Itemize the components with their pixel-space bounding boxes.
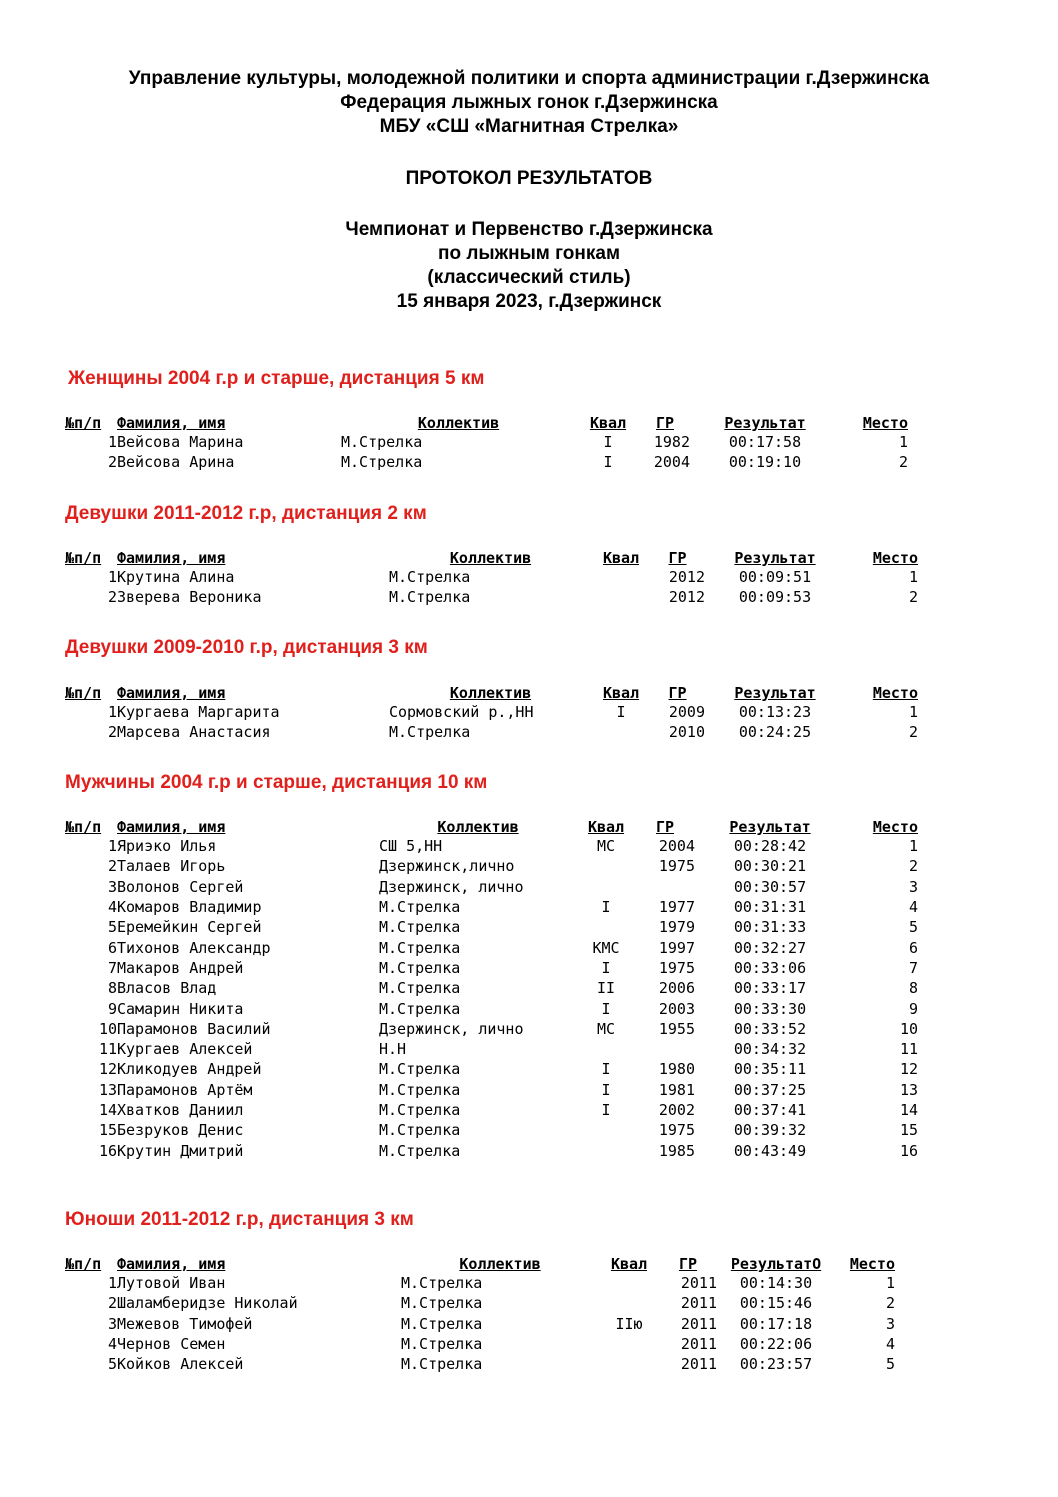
- col-year-header: ГР: [655, 414, 675, 432]
- col-team: М.Стрелка: [379, 1141, 461, 1160]
- col-qual: I: [601, 958, 611, 977]
- col-year: 2010: [668, 723, 705, 742]
- col-place-num-header: №п/п: [65, 414, 102, 432]
- col-place-num: 4: [107, 898, 117, 917]
- col-result: 00:13:23: [738, 703, 812, 722]
- col-qual: I: [601, 999, 611, 1018]
- col-result: 00:31:33: [733, 918, 807, 937]
- col-team: М.Стрелка: [401, 1274, 483, 1293]
- col-result: 00:37:41: [733, 1101, 807, 1119]
- col-year: 1985: [658, 1141, 695, 1160]
- col-qual: [577, 877, 635, 897]
- table-row: [65, 1080, 918, 1100]
- col-team: М.Стрелка: [379, 938, 461, 957]
- col-qual: КМС: [592, 938, 620, 957]
- col-result: 00:33:30: [733, 999, 807, 1018]
- col-name: Яриэко Илья: [117, 837, 217, 856]
- col-year: [635, 877, 695, 897]
- col-rank: 3: [908, 877, 918, 896]
- col-year: 2006: [658, 979, 695, 998]
- col-qual: I: [601, 898, 611, 917]
- col-result: 00:34:32: [733, 1040, 807, 1059]
- results-table: [65, 1255, 895, 1374]
- col-year-header: ГР: [668, 684, 687, 702]
- col-qual: [577, 1039, 635, 1059]
- col-year: 1975: [658, 958, 695, 977]
- header-row: [65, 818, 918, 836]
- protocol-title: ПРОТОКОЛ РЕЗУЛЬТАТОВ: [405, 168, 653, 189]
- col-name: Зверева Вероника: [117, 588, 262, 607]
- col-result: 00:33:17: [733, 979, 807, 998]
- table-row: [65, 432, 908, 452]
- results-table: [65, 549, 918, 608]
- col-place-num: 5: [107, 918, 117, 937]
- col-name: Хватков Даниил: [117, 1101, 244, 1119]
- table-row: [65, 1334, 895, 1354]
- col-qual: МС: [596, 1019, 616, 1038]
- col-rank: 2: [898, 453, 908, 472]
- col-qual: I: [601, 1060, 611, 1079]
- col-place-num-header: №п/п: [65, 818, 102, 836]
- col-place-num: 1: [107, 568, 117, 587]
- col-rank: 14: [899, 1101, 918, 1119]
- col-year: 2004: [658, 837, 695, 856]
- col-team-header: Коллектив: [459, 1255, 541, 1273]
- table-row: [65, 1019, 918, 1039]
- col-rank: 10: [899, 1019, 918, 1038]
- col-team: М.Стрелка: [379, 1060, 461, 1079]
- table-row: [65, 1354, 895, 1374]
- col-rank: 1: [885, 1274, 895, 1293]
- col-name: Кургаев Алексей: [117, 1040, 253, 1059]
- col-place-num: 10: [98, 1019, 117, 1038]
- col-name: Шаламберидзе Николай: [117, 1294, 298, 1313]
- col-name-header: Фамилия, имя: [117, 684, 226, 702]
- col-qual: [577, 917, 635, 937]
- col-name: Крутина Алина: [117, 568, 235, 587]
- table-row: [65, 1100, 918, 1120]
- col-team: Сормовский р.,НН: [389, 703, 534, 722]
- col-name: Парамонов Артём: [117, 1080, 253, 1099]
- col-result: 00:39:32: [733, 1121, 807, 1140]
- col-name: Лутовой Иван: [117, 1274, 226, 1293]
- col-year: 2004: [653, 453, 690, 472]
- col-place-num: 12: [98, 1060, 117, 1079]
- col-team: Н.Н: [379, 1040, 407, 1059]
- results-table: [65, 414, 908, 473]
- col-place-num: 6: [107, 938, 117, 957]
- col-result-header: РезультатО: [730, 1255, 822, 1273]
- col-qual-header: Квал: [602, 549, 640, 567]
- col-name: Чернов Семен: [117, 1335, 226, 1354]
- federation-line: Федерация лыжных гонок г.Дзержинска: [340, 92, 718, 113]
- event-discipline: по лыжным гонкам: [437, 243, 621, 264]
- col-rank: 2: [885, 1294, 895, 1313]
- col-qual: [577, 1140, 635, 1160]
- col-team: М.Стрелка: [389, 588, 471, 607]
- col-rank: 11: [899, 1040, 918, 1059]
- table-row: [65, 937, 918, 957]
- col-rank: 2: [908, 588, 918, 607]
- col-team: М.Стрелка: [389, 568, 471, 587]
- col-team: Дзержинск,лично: [379, 857, 515, 876]
- col-result: 00:30:57: [733, 877, 807, 896]
- header-row: [65, 414, 908, 432]
- col-year: 1975: [658, 857, 695, 876]
- col-result: 00:09:53: [738, 588, 812, 607]
- col-year: 2003: [658, 999, 695, 1018]
- col-name-header: Фамилия, имя: [117, 818, 226, 836]
- col-name: Волонов Сергей: [117, 877, 244, 896]
- col-rank: 6: [908, 938, 918, 957]
- col-rank: 9: [908, 999, 918, 1018]
- col-rank-header: Место: [872, 684, 918, 702]
- col-qual: I: [603, 453, 613, 472]
- table-row: [65, 722, 918, 742]
- col-year: [635, 1039, 695, 1059]
- col-place-num: 1: [107, 703, 117, 722]
- table-row: [65, 958, 918, 978]
- col-qual: [592, 722, 650, 742]
- col-year: 2012: [668, 588, 705, 607]
- col-rank: 4: [885, 1335, 895, 1354]
- col-name: Еремейкин Сергей: [117, 918, 262, 937]
- col-team: М.Стрелка: [379, 1121, 461, 1140]
- col-team: М.Стрелка: [379, 1080, 461, 1099]
- col-result: 00:37:25: [733, 1080, 807, 1099]
- col-place-num: 1: [107, 837, 117, 856]
- col-result: 00:33:06: [733, 958, 807, 977]
- col-name: Самарин Никита: [117, 999, 244, 1018]
- col-rank-header: Место: [862, 414, 908, 432]
- col-rank: 13: [899, 1080, 918, 1099]
- table-row: [65, 877, 918, 897]
- col-result-header: Результат: [734, 549, 816, 567]
- col-place-num-header: №п/п: [65, 1255, 102, 1273]
- col-rank: 1: [908, 703, 918, 722]
- col-result: 00:32:27: [733, 938, 807, 957]
- col-year: 1980: [658, 1060, 695, 1079]
- col-year: 2012: [668, 568, 705, 587]
- section-title: Женщины 2004 г.р и старше, дистанция 5 км: [68, 368, 485, 389]
- col-name: Парамонов Василий: [117, 1019, 271, 1038]
- table-row: [65, 1314, 895, 1334]
- col-result: 00:28:42: [733, 837, 807, 856]
- col-place-num: 2: [107, 1294, 117, 1313]
- school-line: МБУ «СШ «Магнитная Стрелка»: [379, 116, 679, 137]
- col-team: М.Стрелка: [379, 999, 461, 1018]
- col-year: 2011: [680, 1355, 717, 1374]
- col-qual: МС: [596, 837, 616, 856]
- col-result: 00:31:31: [733, 898, 807, 917]
- col-team: СШ 5,НН: [379, 837, 443, 856]
- col-qual-header: Квал: [602, 684, 640, 702]
- col-name-header: Фамилия, имя: [117, 1255, 226, 1273]
- col-result-header: Результат: [724, 414, 806, 432]
- col-place-num: 4: [107, 1335, 117, 1354]
- col-qual: I: [603, 433, 613, 452]
- col-team: М.Стрелка: [401, 1294, 483, 1313]
- col-place-num: 2: [107, 857, 117, 876]
- col-name-header: Фамилия, имя: [117, 549, 226, 567]
- col-qual: I: [601, 1101, 611, 1119]
- col-result: 00:30:21: [733, 857, 807, 876]
- section-title: Юноши 2011-2012 г.р, дистанция 3 км: [65, 1209, 414, 1230]
- col-year: 1997: [658, 938, 695, 957]
- col-rank: 2: [908, 857, 918, 876]
- col-team: Дзержинск, лично: [379, 877, 524, 896]
- col-rank: 1: [898, 433, 908, 452]
- results-table: [65, 684, 918, 743]
- col-year: 2011: [680, 1314, 717, 1333]
- col-team-header: Коллектив: [449, 549, 532, 567]
- col-rank-header: Место: [849, 1255, 895, 1273]
- col-name: Комаров Владимир: [117, 898, 262, 917]
- header-row: [65, 1255, 895, 1273]
- col-name: Безруков Денис: [117, 1121, 244, 1140]
- col-qual: I: [616, 703, 626, 722]
- col-team: М.Стрелка: [341, 433, 423, 452]
- table-row: [65, 1140, 918, 1160]
- col-place-num: 7: [107, 958, 117, 977]
- col-team: М.Стрелка: [401, 1314, 483, 1333]
- col-qual: IIю: [615, 1314, 643, 1333]
- col-year: 2002: [658, 1101, 695, 1119]
- col-year: 1981: [658, 1080, 695, 1099]
- col-year: 2011: [680, 1335, 717, 1354]
- col-qual: II: [596, 979, 616, 998]
- organization-line: Управление культуры, молодежной политики и спорта администрации г.Дзержинска: [128, 68, 930, 89]
- col-qual: [599, 1273, 659, 1293]
- col-result: 00:33:52: [733, 1019, 807, 1038]
- event-info: [0, 218, 1058, 314]
- organization-header: [0, 67, 1058, 139]
- col-place-num: 1: [107, 1274, 117, 1293]
- col-place-num: 1: [107, 433, 117, 452]
- col-name: Кургаева Маргарита: [117, 703, 280, 722]
- col-team-header: Коллектив: [437, 818, 519, 836]
- col-name: Власов Влад: [117, 979, 217, 998]
- col-rank: 16: [899, 1141, 918, 1160]
- col-name: Крутин Дмитрий: [117, 1141, 244, 1160]
- table-row: [65, 1293, 895, 1313]
- col-name-header: Фамилия, имя: [117, 414, 226, 432]
- col-place-num: 11: [98, 1040, 117, 1059]
- col-qual: [599, 1334, 659, 1354]
- table-row: [65, 567, 918, 587]
- table-row: [65, 1120, 918, 1140]
- col-place-num: 2: [107, 723, 117, 742]
- col-result: 00:43:49: [733, 1141, 807, 1160]
- col-year-header: ГР: [668, 549, 687, 567]
- col-name: Межевов Тимофей: [117, 1314, 253, 1333]
- col-result: 00:22:06: [739, 1335, 813, 1354]
- col-rank: 12: [899, 1060, 918, 1079]
- col-year: 1979: [658, 918, 695, 937]
- table-row: [65, 897, 918, 917]
- section-title: Мужчины 2004 г.р и старше, дистанция 10 км: [65, 772, 488, 793]
- col-team: М.Стрелка: [379, 979, 461, 998]
- col-place-num-header: №п/п: [65, 549, 102, 567]
- col-result: 00:17:58: [728, 433, 802, 452]
- col-year: 2011: [680, 1294, 717, 1313]
- col-team: М.Стрелка: [379, 918, 461, 937]
- col-rank-header: Место: [872, 549, 918, 567]
- section-title: Девушки 2009-2010 г.р, дистанция 3 км: [65, 637, 428, 658]
- col-place-num: 16: [98, 1141, 117, 1160]
- header-row: [65, 549, 918, 567]
- event-name: Чемпионат и Первенство г.Дзержинска: [345, 219, 713, 240]
- col-rank: 5: [908, 918, 918, 937]
- col-team: М.Стрелка: [341, 453, 423, 472]
- col-rank: 15: [899, 1121, 918, 1140]
- col-qual: [592, 587, 650, 607]
- col-result: 00:35:11: [733, 1060, 807, 1079]
- col-rank: 4: [908, 898, 918, 917]
- col-place-num: 2: [107, 453, 117, 472]
- col-year: 1977: [658, 898, 695, 917]
- col-qual: [599, 1293, 659, 1313]
- col-rank: 8: [908, 979, 918, 998]
- col-year: 2011: [680, 1274, 717, 1293]
- table-row: [65, 587, 918, 607]
- col-rank-header: Место: [872, 818, 918, 836]
- col-result: 00:14:30: [739, 1274, 813, 1293]
- col-result: 00:19:10: [728, 453, 802, 472]
- col-team: М.Стрелка: [379, 1101, 461, 1119]
- event-style: (классический стиль): [427, 267, 631, 288]
- table-row: [65, 1059, 918, 1079]
- col-year: 1975: [658, 1121, 695, 1140]
- col-result: 00:24:25: [738, 723, 812, 742]
- col-qual: [592, 567, 650, 587]
- col-place-num: 2: [107, 588, 117, 607]
- col-name: Макаров Андрей: [117, 958, 244, 977]
- col-place-num-header: №п/п: [65, 684, 102, 702]
- col-year: 1955: [658, 1019, 695, 1038]
- col-name: Талаев Игорь: [117, 857, 226, 876]
- col-result-header: Результат: [734, 684, 816, 702]
- col-result: 00:17:18: [739, 1314, 813, 1333]
- col-result: 00:23:57: [739, 1355, 813, 1374]
- col-place-num: 9: [107, 999, 117, 1018]
- col-place-num: 14: [98, 1101, 117, 1119]
- col-team: М.Стрелка: [379, 898, 461, 917]
- col-team: М.Стрелка: [389, 723, 471, 742]
- col-qual: [577, 1120, 635, 1140]
- col-year: 2009: [668, 703, 705, 722]
- col-team-header: Коллектив: [449, 684, 532, 702]
- col-place-num: 5: [107, 1355, 117, 1374]
- col-qual-header: Квал: [610, 1255, 648, 1273]
- table-row: [65, 1273, 895, 1293]
- col-rank: 7: [908, 958, 918, 977]
- col-qual: [577, 856, 635, 876]
- table-row: [65, 978, 918, 998]
- col-rank: 1: [908, 837, 918, 856]
- col-result-header: Результат: [729, 818, 811, 836]
- table-row: [65, 856, 918, 876]
- col-rank: 1: [908, 568, 918, 587]
- col-place-num: 15: [98, 1121, 117, 1140]
- col-rank: 2: [908, 723, 918, 742]
- col-year: 1982: [653, 433, 690, 452]
- col-place-num: 3: [107, 1314, 117, 1333]
- col-place-num: 13: [98, 1080, 117, 1099]
- col-team: Дзержинск, лично: [379, 1019, 524, 1038]
- col-name: Марсева Анастасия: [117, 723, 271, 742]
- header-row: [65, 684, 918, 702]
- col-rank: 5: [885, 1355, 895, 1374]
- table-row: [65, 917, 918, 937]
- results-table: [65, 818, 918, 1161]
- col-team: М.Стрелка: [379, 958, 461, 977]
- col-qual-header: Квал: [589, 414, 627, 432]
- col-team-header: Коллектив: [417, 414, 500, 432]
- table-row: [65, 452, 908, 472]
- col-year-header: ГР: [655, 818, 675, 836]
- col-team: М.Стрелка: [401, 1335, 483, 1354]
- col-result: 00:15:46: [739, 1294, 813, 1313]
- table-row: [65, 836, 918, 856]
- col-place-num: 3: [107, 877, 117, 896]
- col-name: Койков Алексей: [117, 1355, 244, 1374]
- col-name: Вейсова Марина: [117, 433, 244, 452]
- col-name: Вейсова Арина: [117, 453, 235, 472]
- col-team: М.Стрелка: [401, 1355, 483, 1374]
- table-row: [65, 702, 918, 722]
- col-name: Тихонов Александр: [117, 938, 271, 957]
- col-place-num: 8: [107, 979, 117, 998]
- col-qual-header: Квал: [587, 818, 625, 836]
- col-name: Кликодуев Андрей: [117, 1060, 262, 1079]
- col-qual: [599, 1354, 659, 1374]
- col-result: 00:09:51: [738, 568, 812, 587]
- col-rank: 3: [885, 1314, 895, 1333]
- table-row: [65, 1039, 918, 1059]
- event-date-place: 15 января 2023, г.Дзержинск: [396, 291, 662, 312]
- col-year-header: ГР: [678, 1255, 698, 1273]
- section-title: Девушки 2011-2012 г.р, дистанция 2 км: [65, 503, 427, 524]
- table-row: [65, 998, 918, 1018]
- col-qual: I: [601, 1080, 611, 1099]
